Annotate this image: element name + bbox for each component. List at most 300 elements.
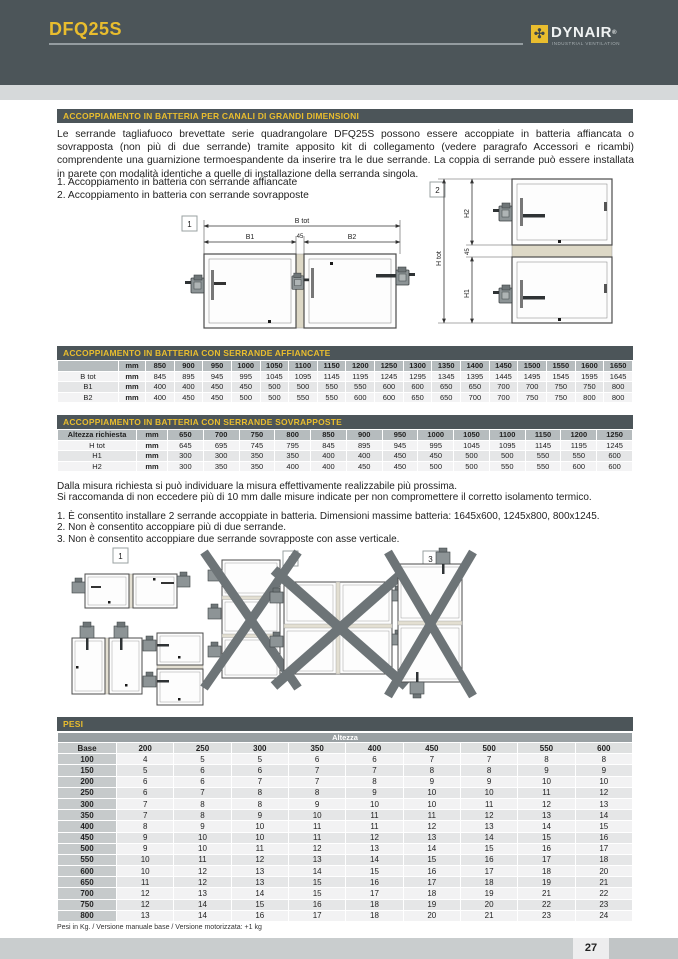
cell: 7 xyxy=(288,765,345,776)
cell: 350 xyxy=(203,461,239,472)
cell: 1095 xyxy=(289,371,318,382)
page-number: 27 xyxy=(573,938,609,959)
cell: 550 xyxy=(289,392,318,403)
cell: 12 xyxy=(288,843,345,854)
column-header: 1650 xyxy=(604,361,633,372)
cell: 700 xyxy=(461,392,490,403)
cell: 8 xyxy=(174,798,231,809)
cell: 10 xyxy=(174,832,231,843)
coupling-type-list xyxy=(57,177,309,202)
cell: 600 xyxy=(375,382,404,393)
column-header: 1600 xyxy=(575,361,604,372)
dim-label-htot: H tot xyxy=(436,251,443,266)
cell: 8 xyxy=(346,776,403,787)
damper-top xyxy=(512,179,612,245)
cell: 10 xyxy=(518,776,575,787)
cell: 350 xyxy=(239,451,275,462)
section-title-pesi: PESI xyxy=(57,717,633,731)
sovrapposte-table xyxy=(57,429,633,472)
allowed-portrait-pair xyxy=(72,622,142,694)
note-line: Dalla misura richiesta si può individuare la misura effettivamente realizzabile più prossima. xyxy=(57,481,457,492)
cell: 13 xyxy=(288,854,345,865)
cell: 350 xyxy=(239,461,275,472)
cell: 20 xyxy=(460,899,517,910)
cell: 750 xyxy=(518,392,547,403)
cell: 550 xyxy=(317,382,346,393)
row-header: 250 xyxy=(58,787,117,798)
cell: 10 xyxy=(403,787,460,798)
cell: 10 xyxy=(403,798,460,809)
cell: 10 xyxy=(174,843,231,854)
cell: 5 xyxy=(117,765,174,776)
cell: 11 xyxy=(174,854,231,865)
cell: 750 xyxy=(546,382,575,393)
cell: 600 xyxy=(375,392,404,403)
column-header: 650 xyxy=(168,430,204,441)
cell: 12 xyxy=(231,854,288,865)
cell: 12 xyxy=(518,798,575,809)
diagram-stacked-dampers xyxy=(428,174,634,340)
fan-icon: ✣ xyxy=(531,25,548,43)
cell: 11 xyxy=(231,843,288,854)
actuator-right xyxy=(396,267,415,285)
cell: 400 xyxy=(311,451,347,462)
column-header: Base xyxy=(58,743,117,754)
registered-mark: ® xyxy=(612,30,618,36)
table-row xyxy=(58,754,633,765)
cell: 7 xyxy=(288,776,345,787)
pesi-table xyxy=(57,732,633,922)
cell: 1195 xyxy=(561,440,597,451)
cell: 6 xyxy=(117,787,174,798)
cell: 400 xyxy=(146,382,175,393)
row-header: 200 xyxy=(58,776,117,787)
cell: 18 xyxy=(403,888,460,899)
list-item: 2. Non è consentito accoppiare più di due serrande. xyxy=(57,522,287,534)
dim-label-h1: H1 xyxy=(464,289,471,298)
brand-subtitle: INDUSTRIAL VENTILATION xyxy=(552,41,621,46)
table-row xyxy=(58,798,633,809)
intro-paragraph: Le serrande tagliafuoco brevettate serie quadrangolare DFQ25S possono essere accoppiate in batteria affiancata o sovrapposta (non più di due serrande) tramite apposito kit di collegamento (vedere paragrafo Accessori e ricambi) comprendente una guarnizione termoespandente da inserire tra le due serrande. La coppia di serrande può essere installata in parete con modalità identiche a quelle di installazione della serranda singola. xyxy=(57,129,634,180)
cell: 1245 xyxy=(597,440,633,451)
cell: 650 xyxy=(461,382,490,393)
cell: 9 xyxy=(575,765,632,776)
row-header: 600 xyxy=(58,866,117,877)
column-header: mm xyxy=(119,361,146,372)
column-header: 950 xyxy=(382,430,418,441)
cell: 18 xyxy=(346,910,403,921)
cell: 400 xyxy=(174,382,203,393)
cell: 14 xyxy=(346,854,403,865)
cell: 450 xyxy=(203,382,232,393)
cell: 645 xyxy=(168,440,204,451)
cell: 15 xyxy=(460,843,517,854)
cell: 13 xyxy=(231,877,288,888)
column-header: 900 xyxy=(346,430,382,441)
column-header: 950 xyxy=(203,361,232,372)
cell: 550 xyxy=(346,382,375,393)
cell: 550 xyxy=(525,451,561,462)
cell: 21 xyxy=(518,888,575,899)
column-header: 1300 xyxy=(403,361,432,372)
dim-label-b1: B1 xyxy=(245,234,255,241)
cell: 14 xyxy=(231,888,288,899)
table-row xyxy=(58,866,633,877)
dim-label-gap: 45 xyxy=(296,234,304,240)
table-row xyxy=(58,371,633,382)
column-header: 700 xyxy=(203,430,239,441)
cell: 20 xyxy=(575,866,632,877)
cell: 17 xyxy=(403,877,460,888)
cell: 995 xyxy=(231,371,260,382)
allowed-horizontal-pair xyxy=(72,572,190,608)
cell: 8 xyxy=(231,787,288,798)
cell: 19 xyxy=(460,888,517,899)
brand-logo xyxy=(531,25,620,46)
column-header: mm xyxy=(137,430,168,441)
column-header: 1500 xyxy=(518,361,547,372)
cell: 1145 xyxy=(525,440,561,451)
joint-strip xyxy=(296,254,304,328)
column-header xyxy=(58,361,119,372)
section-title-sovrapposte: ACCOPPIAMENTO IN BATTERIA CON SERRANDE SOVRAPPOSTE xyxy=(57,415,633,429)
table-row xyxy=(58,821,633,832)
actuator-left xyxy=(185,275,204,293)
table-row xyxy=(58,765,633,776)
cell: 11 xyxy=(403,810,460,821)
cell: 7 xyxy=(174,787,231,798)
table-span-header: Altezza xyxy=(58,733,633,743)
joint-strip xyxy=(512,245,612,257)
cell: 7 xyxy=(346,765,403,776)
brand-text xyxy=(548,25,620,46)
cell: 23 xyxy=(575,899,632,910)
row-header: 100 xyxy=(58,754,117,765)
cell: 10 xyxy=(117,854,174,865)
column-header: 1250 xyxy=(597,430,633,441)
cell: 15 xyxy=(403,854,460,865)
cell: 500 xyxy=(454,461,490,472)
cell: 300 xyxy=(168,451,204,462)
column-header: 500 xyxy=(460,743,517,754)
row-header: 450 xyxy=(58,832,117,843)
cell: 600 xyxy=(346,392,375,403)
cell: 10 xyxy=(346,798,403,809)
cell: 13 xyxy=(174,888,231,899)
cell: 13 xyxy=(117,910,174,921)
row-header: H2 xyxy=(58,461,137,472)
row-header: B1 xyxy=(58,382,119,393)
cell: 9 xyxy=(460,776,517,787)
cell: 14 xyxy=(518,821,575,832)
cell: 13 xyxy=(575,798,632,809)
cell: 12 xyxy=(117,899,174,910)
column-header: 1000 xyxy=(231,361,260,372)
row-header: H tot xyxy=(58,440,137,451)
cell: 1145 xyxy=(317,371,346,382)
cell: 7 xyxy=(117,798,174,809)
cell: 1395 xyxy=(461,371,490,382)
header-divider-strip xyxy=(0,85,678,100)
cell: 22 xyxy=(518,899,575,910)
column-header: 850 xyxy=(146,361,175,372)
cell: 11 xyxy=(288,832,345,843)
cell: 945 xyxy=(382,440,418,451)
row-header: 700 xyxy=(58,888,117,899)
cell: 11 xyxy=(346,821,403,832)
cell: 13 xyxy=(460,821,517,832)
cell: mm xyxy=(137,461,168,472)
cell: 450 xyxy=(203,392,232,403)
cell: 600 xyxy=(597,451,633,462)
column-header: 250 xyxy=(174,743,231,754)
cell: 10 xyxy=(117,866,174,877)
cell: 550 xyxy=(317,392,346,403)
dim-label-gap: 45 xyxy=(465,248,471,255)
cell: 450 xyxy=(418,451,454,462)
cell: mm xyxy=(137,451,168,462)
cell: 450 xyxy=(174,392,203,403)
cell: 1045 xyxy=(454,440,490,451)
cell: 400 xyxy=(275,461,311,472)
cell: 24 xyxy=(575,910,632,921)
cell: 17 xyxy=(288,910,345,921)
cell: 13 xyxy=(518,810,575,821)
table-row xyxy=(58,910,633,921)
cell: 8 xyxy=(288,787,345,798)
column-header: 400 xyxy=(346,743,403,754)
column-header: 300 xyxy=(231,743,288,754)
cell: 695 xyxy=(203,440,239,451)
table-row xyxy=(58,451,633,462)
cell: 500 xyxy=(489,451,525,462)
cell: 20 xyxy=(403,910,460,921)
column-header: 900 xyxy=(174,361,203,372)
cell: 18 xyxy=(346,899,403,910)
cell: 10 xyxy=(460,787,517,798)
cell: 9 xyxy=(231,810,288,821)
column-header: 1050 xyxy=(260,361,289,372)
cell: 550 xyxy=(561,451,597,462)
cell: 9 xyxy=(346,787,403,798)
cell: 12 xyxy=(117,888,174,899)
row-header: 150 xyxy=(58,765,117,776)
cell: 8 xyxy=(575,754,632,765)
cell: 550 xyxy=(525,461,561,472)
dim-label-b2: B2 xyxy=(347,234,357,241)
cell: 300 xyxy=(168,461,204,472)
cell: 1295 xyxy=(403,371,432,382)
diagram-number: 1 xyxy=(187,220,192,229)
cell: mm xyxy=(137,440,168,451)
title-underline xyxy=(49,43,523,45)
cell: 500 xyxy=(454,451,490,462)
cell: 845 xyxy=(311,440,347,451)
column-header: 1200 xyxy=(346,361,375,372)
cell: 14 xyxy=(174,910,231,921)
cell: 795 xyxy=(275,440,311,451)
table-row xyxy=(58,899,633,910)
cell: 10 xyxy=(231,821,288,832)
cell: 16 xyxy=(346,877,403,888)
cell: 1195 xyxy=(346,371,375,382)
cell: 845 xyxy=(146,371,175,382)
cell: 1495 xyxy=(518,371,547,382)
cell: 450 xyxy=(231,382,260,393)
measure-notes xyxy=(57,481,592,504)
column-header: 1150 xyxy=(525,430,561,441)
cell: 14 xyxy=(288,866,345,877)
table-row xyxy=(58,832,633,843)
prohibited-2x2-grid xyxy=(270,570,406,686)
cell: 7 xyxy=(403,754,460,765)
cell: 750 xyxy=(546,392,575,403)
cell: 6 xyxy=(174,776,231,787)
cell: 8 xyxy=(117,821,174,832)
cell: 650 xyxy=(432,382,461,393)
diagram-side-by-side-dampers xyxy=(180,212,430,340)
cell: 500 xyxy=(289,382,318,393)
cell: mm xyxy=(119,392,146,403)
cell: 8 xyxy=(174,810,231,821)
cell: 8 xyxy=(403,765,460,776)
column-header: 1050 xyxy=(454,430,490,441)
cell: 19 xyxy=(403,899,460,910)
table-row xyxy=(58,382,633,393)
cell: 16 xyxy=(403,866,460,877)
cell: 17 xyxy=(518,854,575,865)
column-header: 450 xyxy=(403,743,460,754)
cell: 9 xyxy=(518,765,575,776)
cell: 450 xyxy=(382,451,418,462)
model-title: DFQ25S xyxy=(49,19,123,39)
cell: 945 xyxy=(203,371,232,382)
damper-bottom xyxy=(512,257,612,323)
rules-list xyxy=(57,511,600,545)
list-item: 2. Accoppiamento in batteria con serrande sovrapposte xyxy=(57,189,309,201)
row-header: 650 xyxy=(58,877,117,888)
column-header: 1250 xyxy=(375,361,404,372)
cell: 17 xyxy=(460,866,517,877)
configuration-diagrams xyxy=(58,546,478,714)
cell: 18 xyxy=(518,866,575,877)
row-header: 500 xyxy=(58,843,117,854)
cell: 15 xyxy=(231,899,288,910)
diagram-number: 2 xyxy=(435,186,440,195)
cell: 10 xyxy=(575,776,632,787)
column-header: 200 xyxy=(117,743,174,754)
cell: 895 xyxy=(346,440,382,451)
column-header: 850 xyxy=(311,430,347,441)
cell: 350 xyxy=(275,451,311,462)
cell: 7 xyxy=(231,776,288,787)
cell: 21 xyxy=(575,877,632,888)
column-header: 1100 xyxy=(289,361,318,372)
cell: 400 xyxy=(146,392,175,403)
cell: 500 xyxy=(418,461,454,472)
cell: 650 xyxy=(403,392,432,403)
cell: 800 xyxy=(575,392,604,403)
cell: 10 xyxy=(288,810,345,821)
row-header: 550 xyxy=(58,854,117,865)
column-header: 550 xyxy=(518,743,575,754)
table-row xyxy=(58,461,633,472)
table-row xyxy=(58,810,633,821)
cell: mm xyxy=(119,371,146,382)
cell: 1045 xyxy=(260,371,289,382)
actuator-bottom xyxy=(493,285,512,303)
affiancate-table xyxy=(57,360,633,403)
row-header: 300 xyxy=(58,798,117,809)
table-row xyxy=(58,854,633,865)
cell: 995 xyxy=(418,440,454,451)
cell: 8 xyxy=(231,798,288,809)
table-row xyxy=(58,877,633,888)
cell: 450 xyxy=(382,461,418,472)
cell: 700 xyxy=(489,382,518,393)
cell: 16 xyxy=(231,910,288,921)
column-header: 750 xyxy=(239,430,275,441)
row-header: 800 xyxy=(58,910,117,921)
cell: 14 xyxy=(460,832,517,843)
section-title-affiancate: ACCOPPIAMENTO IN BATTERIA CON SERRANDE AFFIANCATE xyxy=(57,346,633,360)
cell: 11 xyxy=(346,810,403,821)
column-header: Altezza richiesta xyxy=(58,430,137,441)
column-header: 1350 xyxy=(432,361,461,372)
section-title-coupling: ACCOPPIAMENTO IN BATTERIA PER CANALI DI GRANDI DIMENSIONI xyxy=(57,109,633,123)
column-header: 1200 xyxy=(561,430,597,441)
cell: 400 xyxy=(311,461,347,472)
config-number-1: 1 xyxy=(118,552,123,561)
column-header: 1150 xyxy=(317,361,346,372)
cell: 600 xyxy=(597,461,633,472)
row-header: H1 xyxy=(58,451,137,462)
cell: 15 xyxy=(288,888,345,899)
note-line: Si raccomanda di non eccedere più di 10 mm dalle misure indicate per non compromettere il corretto isolamento termico. xyxy=(57,492,592,504)
cell: 500 xyxy=(260,382,289,393)
cell: 11 xyxy=(288,821,345,832)
list-item: 1. È consentito installare 2 serrande accoppiate in batteria. Dimensioni massime batteria: 1645x600, 1245x800, 800x1245. xyxy=(57,511,600,522)
table-row xyxy=(58,787,633,798)
cell: 12 xyxy=(346,832,403,843)
cell: 10 xyxy=(231,832,288,843)
cell: 800 xyxy=(604,382,633,393)
cell: 5 xyxy=(231,754,288,765)
cell: 700 xyxy=(518,382,547,393)
cell: 800 xyxy=(604,392,633,403)
cell: 8 xyxy=(460,765,517,776)
cell: 11 xyxy=(460,798,517,809)
cell: 11 xyxy=(117,877,174,888)
cell: 300 xyxy=(203,451,239,462)
list-item: 3. Non è consentito accoppiare due serrande sovrapposte con asse verticale. xyxy=(57,533,400,545)
row-header: B2 xyxy=(58,392,119,403)
cell: 17 xyxy=(346,888,403,899)
cell: 9 xyxy=(117,843,174,854)
footer-bar-right xyxy=(609,938,678,959)
cell: 15 xyxy=(575,821,632,832)
cell: 9 xyxy=(117,832,174,843)
cell: 750 xyxy=(575,382,604,393)
cell: 600 xyxy=(561,461,597,472)
cell: 11 xyxy=(518,787,575,798)
cell: 1245 xyxy=(375,371,404,382)
cell: 12 xyxy=(403,821,460,832)
table-row xyxy=(58,392,633,403)
cell: 18 xyxy=(460,877,517,888)
table-row xyxy=(58,776,633,787)
table-row xyxy=(58,888,633,899)
